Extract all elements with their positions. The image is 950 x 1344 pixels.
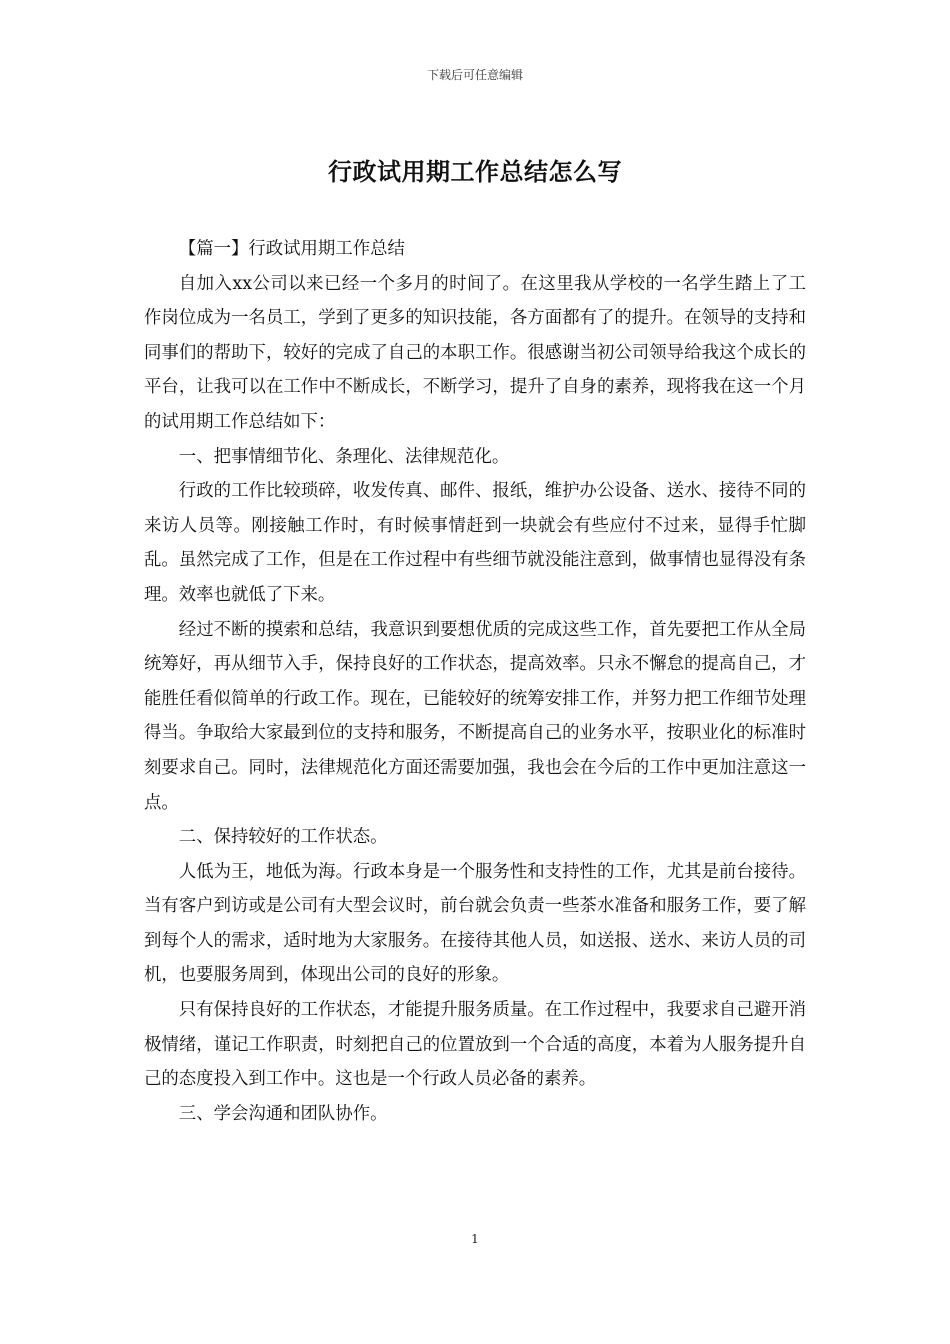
paragraph: 只有保持良好的工作状态，才能提升服务质量。在工作过程中，我要求自己避开消极情绪，谨记工作职责，时刻把自己的位置放到一个合适的高度，本着为人服务提升自己的态度投入到工作中。这也是一个行政人员必备的素养。	[144, 1000, 806, 1090]
subheading-3: 三、学会沟通和团队协作。	[178, 1103, 388, 1124]
paragraph-intro: 自加入xx公司以来已经一个多月的时间了。在这里我从学校的一名学生踏上了工作岗位成为一名员工，学到了更多的知识技能，各方面都有了的提升。在领导的支持和同事们的帮助下，较好的完成了自己的本职工作。很感谢当初公司领导给我这个成长的平台，让我可以在工作中不断成长，不断学习，提升了自身的素养，现将我在这一个月的试用期工作总结如下：	[144, 273, 806, 432]
section-heading-1: 【篇一】行政试用期工作总结	[178, 239, 405, 259]
document-title: 行政试用期工作总结怎么写	[328, 157, 622, 186]
subheading-2: 二、保持较好的工作状态。	[178, 827, 388, 848]
paragraph: 人低为王，地低为海。行政本身是一个服务性和支持性的工作，尤其是前台接待。当有客户到访或是公司有大型会议时，前台就会负责一些茶水准备和服务工作，要了解到每个人的需求，适时地为大家服务。在接待其他人员，如送报、送水、来访人员的司机，也要服务周到，体现出公司的良好的形象。	[144, 861, 806, 986]
paragraph: 行政的工作比较琐碎，收发传真、邮件、报纸，维护办公设备、送水、接待不同的来访人员等。刚接触工作时，有时候事情赶到一块就会有些应付不过来，显得手忙脚乱。虽然完成了工作，但是在工作过程中有些细节就没能注意到，做事情也显得没有条理。效率也就低了下来。	[144, 481, 806, 605]
page-header: 下载后可任意编辑	[426, 68, 523, 82]
paragraph: 经过不断的摸索和总结，我意识到要想优质的完成这些工作，首先要把工作从全局统筹好，再从细节入手，保持良好的工作状态，提高效率。只永不懈怠的提高自己，才能胜任看似简单的行政工作。现在，已能较好的统筹安排工作，并努力把工作细节处理得当。争取给大家最到位的支持和服务，不断提高自己的业务水平，按职业化的标准时刻要求自己。同时，法律规范化方面还需要加强，我也会在今后的工作中更加注意这一点。	[144, 619, 806, 813]
subheading-1: 一、把事情细节化、条理化、法律规范化。	[178, 446, 510, 467]
page-number: 1	[471, 1232, 479, 1246]
document-body	[144, 232, 806, 1131]
